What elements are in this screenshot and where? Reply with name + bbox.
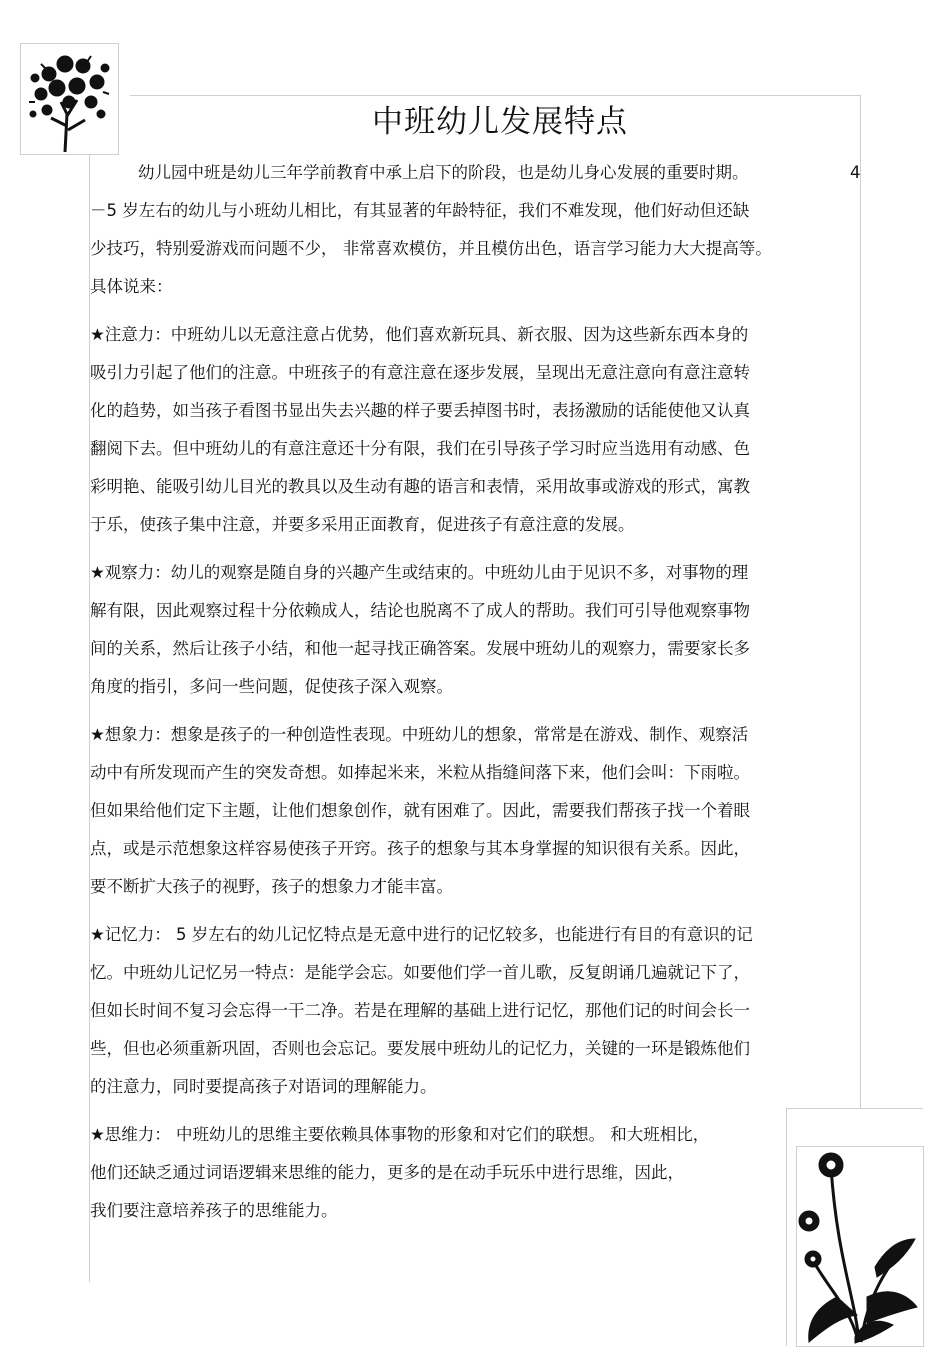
paragraph-line: ★注意力：中班幼儿以无意注意占优势，他们喜欢新玩具、新衣服、因为这些新东西本身的 <box>90 325 749 344</box>
section-attention <box>90 316 860 544</box>
paragraph-line: 但如长时间不复习会忘得一干二净。若是在理解的基础上进行记忆，那他们记的时间会长一 <box>90 1001 750 1020</box>
paragraph-line: 翻阅下去。但中班幼儿的有意注意还十分有限，我们在引导孩子学习时应当选用有动感、色 <box>90 439 750 458</box>
section-thinking <box>90 1116 860 1230</box>
paragraph-line: 但如果给他们定下主题，让他们想象创作，就有困难了。因此，需要我们帮孩子找一个着眼 <box>90 801 750 820</box>
paragraph-line: 于乐，使孩子集中注意，并要多采用正面教育，促进孩子有意注意的发展。 <box>90 515 635 534</box>
paragraph-line: 解有限，因此观察过程十分依赖成人，结论也脱离不了成人的帮助。我们可引导他观察事物 <box>90 601 750 620</box>
paragraph-line: 我们要注意培养孩子的思维能力。 <box>90 1201 338 1220</box>
tree-icon <box>21 44 118 154</box>
paragraph-line: 吸引力引起了他们的注意。中班孩子的有意注意在逐步发展，呈现出无意注意向有意注意转 <box>90 363 750 382</box>
paragraph-line: 化的趋势，如当孩子看图书显出失去兴趣的样子要丢掉图书时，表扬激励的话能使他又认真 <box>90 401 750 420</box>
tree-illustration-box <box>20 43 119 155</box>
paragraph-line: 动中有所发现而产生的突发奇想。如捧起米来，米粒从指缝间落下来，他们会叫：下雨啦。 <box>90 763 750 782</box>
paragraph-line: 他们还缺乏通过词语逻辑来思维的能力，更多的是在动手玩乐中进行思维，因此， <box>90 1163 684 1182</box>
intro-line: 少技巧，特别爱游戏而问题不少， 非常喜欢模仿，并且模仿出色，语言学习能力大大提高等。 <box>90 239 772 258</box>
intro-line: －5 岁左右的幼儿与小班幼儿相比，有其显著的年龄特征，我们不难发现，他们好动但还缺 <box>90 201 750 220</box>
paragraph-line: 角度的指引，多问一些问题，促使孩子深入观察。 <box>90 677 453 696</box>
body-text <box>90 154 860 1230</box>
frame-right-line <box>860 95 861 1108</box>
paragraph-line: 些，但也必须重新巩固，否则也会忘记。要发展中班幼儿的记忆力，关键的一环是锻炼他们 <box>90 1039 750 1058</box>
paragraph-line: ★记忆力： 5 岁左右的幼儿记忆特点是无意中进行的记忆较多，也能进行有目的有意识的记 <box>90 925 753 944</box>
section-observation <box>90 554 860 706</box>
paragraph-line: ★观察力：幼儿的观察是随自身的兴趣产生或结束的。中班幼儿由于见识不多，对事物的理 <box>90 563 749 582</box>
paragraph-line: 间的关系，然后让孩子小结，和他一起寻找正确答案。发展中班幼儿的观察力，需要家长多 <box>90 639 750 658</box>
page-title: 中班幼儿发展特点 <box>372 104 628 140</box>
paragraph-line: ★思维力： 中班幼儿的思维主要依赖具体事物的形象和对它们的联想。 和大班相比， <box>90 1125 710 1144</box>
paragraph-line: 忆。中班幼儿记忆另一特点：是能学会忘。如要他们学一首儿歌，反复朗诵几遍就记下了， <box>90 963 750 982</box>
paragraph-line: 要不断扩大孩子的视野，孩子的想象力才能丰富。 <box>90 877 453 896</box>
section-memory <box>90 916 860 1106</box>
intro-number: 4 <box>850 163 861 182</box>
paragraph-line: 点，或是示范想象这样容易使孩子开窍。孩子的想象与其本身掌握的知识很有关系。因此， <box>90 839 750 858</box>
intro-line: 具体说来： <box>90 277 173 296</box>
paragraph-line: 彩明艳、能吸引幼儿目光的教具以及生动有趣的语言和表情，采用故事或游戏的形式，寓教 <box>90 477 750 496</box>
paragraph-line: ★想象力：想象是孩子的一种创造性表现。中班幼儿的想象，常常是在游戏、制作、观察活 <box>90 725 749 744</box>
intro-first-line: 幼儿园中班是幼儿三年学前教育中承上启下的阶段，也是幼儿身心发展的重要时期。 <box>138 163 749 182</box>
section-imagination <box>90 716 860 906</box>
paragraph-line: 的注意力，同时要提高孩子对语词的理解能力。 <box>90 1077 437 1096</box>
